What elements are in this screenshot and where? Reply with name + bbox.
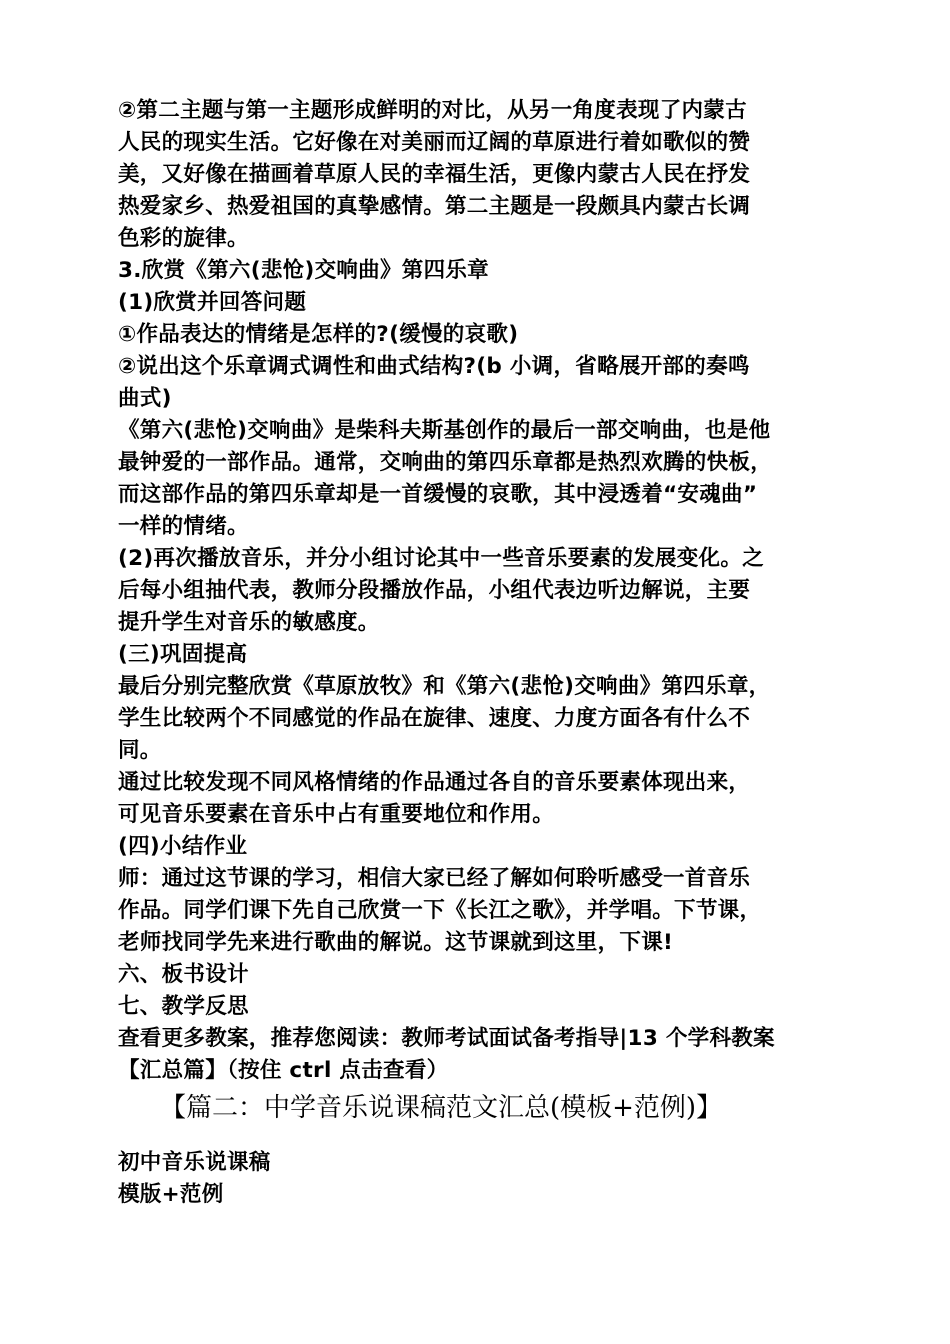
text-line: (1)欣赏并回答问题	[118, 290, 307, 315]
text-line: 同。	[118, 738, 162, 763]
text-line: 曲式)	[118, 386, 172, 411]
text-line: 3.欣赏《第六(悲怆)交响曲》第四乐章	[118, 258, 489, 283]
text-line: (四)小结作业	[118, 834, 248, 859]
text-line: (2)再次播放音乐，并分小组讨论其中一些音乐要素的发展变化。之	[118, 546, 764, 571]
text-line: ②说出这个乐章调式调性和曲式结构?(b 小调，省略展开部的奏鸣	[118, 354, 750, 379]
text-line: 最钟爱的一部作品。通常，交响曲的第四乐章都是热烈欢腾的快板，	[118, 450, 773, 475]
text-line: 而这部作品的第四乐章却是一首缓慢的哀歌，其中浸透着“安魂曲”	[118, 482, 758, 507]
text-line: 七、教学反思	[118, 994, 249, 1019]
text-line: 学生比较两个不同感觉的作品在旋律、速度、力度方面各有什么不	[118, 706, 751, 731]
section-heading: 【篇二：中学音乐说课稿范文汇总(模板+范例)】	[160, 1093, 723, 1123]
text-line: 六、板书设计	[118, 962, 249, 987]
text-line: ②第二主题与第一主题形成鲜明的对比，从另一角度表现了内蒙古	[118, 98, 747, 123]
text-line: 可见音乐要素在音乐中占有重要地位和作用。	[118, 802, 555, 827]
text-line: 最后分别完整欣赏《草原放牧》和《第六(悲怆)交响曲》第四乐章，	[118, 674, 771, 699]
text-line: 老师找同学先来进行歌曲的解说。这节课就到这里，下课!	[118, 930, 674, 955]
text-line: 师：通过这节课的学习，相信大家已经了解如何聆听感受一首音乐	[118, 866, 751, 891]
text-line: 热爱家乡、热爱祖国的真挚感情。第二主题是一段颇具内蒙古长调	[118, 194, 751, 219]
text-line: 初中音乐说课稿	[118, 1150, 271, 1175]
text-line: 模版+范例	[118, 1182, 224, 1207]
text-line: 通过比较发现不同风格情绪的作品通过各自的音乐要素体现出来，	[118, 770, 751, 795]
text-line: 一样的情绪。	[118, 514, 249, 539]
text-line: 后每小组抽代表，教师分段播放作品，小组代表边听边解说，主要	[118, 578, 751, 603]
text-line: 色彩的旋律。	[118, 226, 249, 251]
text-line: 【汇总篇】（按住 ctrl 点击查看）	[118, 1058, 449, 1083]
text-line: (三)巩固提高	[118, 642, 248, 667]
text-line: 作品。同学们课下先自己欣赏一下《长江之歌》，并学唱。下节课，	[118, 898, 762, 923]
text-line: ①作品表达的情绪是怎样的?(缓慢的哀歌)	[118, 322, 519, 347]
text-line: 美，又好像在描画着草原人民的幸福生活，更像内蒙古人民在抒发	[118, 162, 751, 187]
text-line: 《第六(悲怆)交响曲》是柴科夫斯基创作的最后一部交响曲，也是他	[118, 418, 771, 443]
text-line: 提升学生对音乐的敏感度。	[118, 610, 380, 635]
text-line: 查看更多教案，推荐您阅读：教师考试面试备考指导|13 个学科教案	[118, 1026, 775, 1051]
text-line: 人民的现实生活。它好像在对美丽而辽阔的草原进行着如歌似的赞	[118, 130, 751, 155]
